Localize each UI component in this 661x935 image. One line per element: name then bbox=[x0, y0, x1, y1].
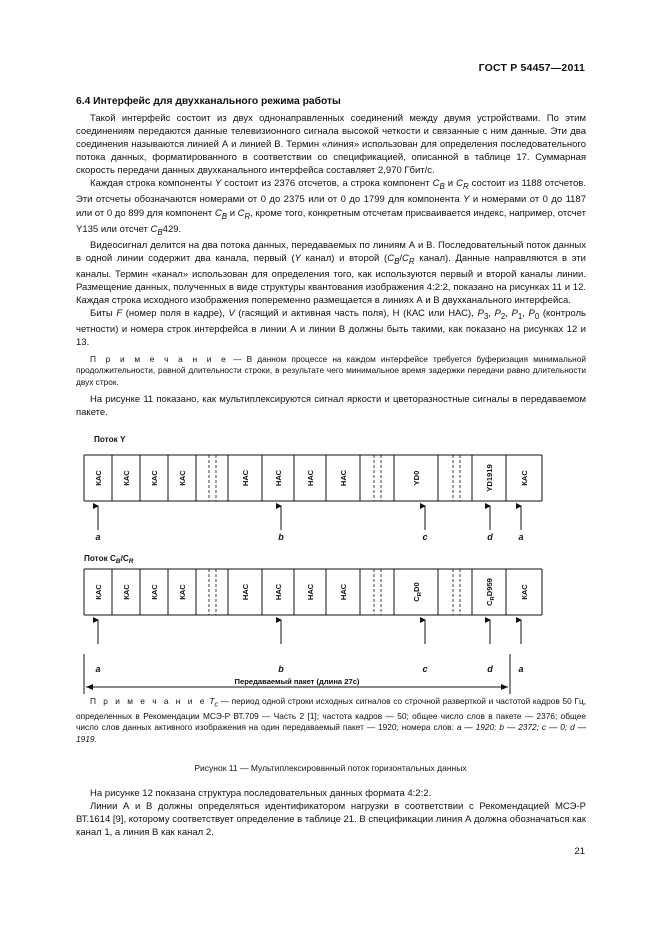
stream-c-label: Поток $C_B/C_R$ bbox=[84, 554, 134, 565]
note-label: П р и м е ч а н и е bbox=[90, 354, 229, 365]
cell-label: КАС bbox=[150, 470, 159, 486]
multiplex-diagram bbox=[0, 432, 661, 694]
cell-label: КАС bbox=[178, 470, 187, 486]
cell-label: КАС bbox=[94, 584, 103, 600]
mark-label: a bbox=[95, 664, 101, 674]
tail-paragraph-2: Линии А и В должны определяться идентификатором нагрузки в соответствии с Рекомендацией МСЭ-Р ВТ.1614 [9], которому соответствует определение в таблице 21. В спецификации линия А должна обозначаться как канал 1, а линия В как канал 2. bbox=[76, 801, 586, 839]
sub-r: R bbox=[244, 211, 251, 221]
paragraph-4: Биты F (номер поля в кадре), V (гасящий и активная часть поля), Н (КАС или НАС), $P_3$, $P_2$, $P_1$, $P_0$ (контроль четности) и номера строк интерфейса в линии А и линии В должны быть такими, как показано на рисунках 12 и 13. bbox=[76, 307, 586, 348]
mark-label: a bbox=[518, 532, 524, 542]
figure-11 bbox=[0, 432, 661, 694]
packet-label: Передаваемый пакет (длина 27с) bbox=[234, 677, 360, 686]
figure-note-values: a — 1920; b — 2372; c — 0; d — 1919. bbox=[76, 722, 586, 744]
paragraph-5: На рисунке 11 показано, как мультиплексируются сигнал яркости и цветоразностные сигналы в передаваемом пакете. bbox=[76, 393, 586, 419]
figure-note: П р и м е ч а н и е $T_c$ — период одной строки исходных сигналов со строчной разверткой и частотой кадров 50 Гц, определенных в Рекомендации МСЭ-Р ВТ.709 — Часть 2 [1]; частота кадров — 50; общее число слов в пакете — 2376; общее число слов данных активного изображения на один передаваемый пакет — 1920; номера слов: a — 1920; b — 2372; c — 0; d — 1919. bbox=[76, 696, 587, 744]
document-id: ГОСТ Р 54457—2011 bbox=[478, 62, 585, 74]
cell-label: НАС bbox=[339, 583, 348, 601]
mark-label: a bbox=[518, 664, 524, 674]
paragraph-3: Видеосигнал делится на два потока данных, передаваемых по линиям А и В. Последовательный поток данных в одной линии содержит два канала, первый (Y канал) и второй ($C_B/C_R$ канал). Данные направляются в эти каналы. Термин «канал» использован для определения того, как используются первый и второй каналы линии. Размещение данных, полученных в виде структуры квантования изображения 4:2:2, показано на рисунках 11 и 12. Каждая строка исходного изображения попеременно размещается в линиях А и В двухканального интерфейса. bbox=[76, 239, 586, 306]
sub-b: B bbox=[221, 211, 228, 221]
mark-label: b bbox=[278, 532, 284, 542]
note-1: П р и м е ч а н и е — В данном процессе на каждом интерфейсе требуется буферизация минимальной продолжительности, равной длительности строки, в результате чего минимальное время задержки передачи равно длительности двух строк. bbox=[76, 354, 586, 387]
cell-label: YD0 bbox=[412, 470, 421, 486]
page-number: 21 bbox=[574, 846, 585, 857]
stream-c-row bbox=[84, 569, 542, 674]
cell-label: НАС bbox=[241, 583, 250, 601]
mark-label: c bbox=[422, 664, 428, 674]
cell-label: НАС bbox=[274, 583, 283, 601]
mark-label: c bbox=[422, 532, 428, 542]
stream-y-label: Поток Y bbox=[94, 435, 126, 444]
sym-c: C bbox=[237, 207, 245, 219]
tail-text bbox=[76, 787, 586, 839]
main-text bbox=[76, 112, 586, 419]
text: и bbox=[227, 207, 238, 219]
text: , кроме того, конкретным отсчетам присваивается индекс, например, отсчет Y135 или отсчет bbox=[76, 207, 586, 235]
sub-b: B bbox=[439, 182, 445, 192]
section-title: 6.4 Интерфейс для двухканального режима работы bbox=[76, 96, 341, 107]
cell-label: НАС bbox=[241, 469, 250, 487]
sym-c: C bbox=[456, 178, 463, 190]
cell-label: $C_RD0$ bbox=[412, 582, 423, 602]
packet-arrow-right bbox=[501, 684, 508, 690]
mark-label: a bbox=[95, 532, 101, 542]
sym-c: C bbox=[150, 223, 158, 235]
sub-b: B bbox=[157, 227, 163, 237]
cell-label: КАС bbox=[122, 584, 131, 600]
sub-r: R bbox=[462, 182, 469, 192]
cell-label: НАС bbox=[274, 469, 283, 487]
text: состоит из 1188 отсчетов. Эти отсчеты обозначаются номерами от 0 до 2375 или от 0 до 1799 для компонента bbox=[76, 178, 586, 206]
cell-label: $C_RD959$ bbox=[485, 578, 496, 606]
sym-y: Y bbox=[463, 194, 470, 206]
sym-c: C bbox=[432, 178, 440, 190]
cell-label: КАС bbox=[178, 584, 187, 600]
cell-label: КАС bbox=[150, 584, 159, 600]
cell-label: НАС bbox=[306, 583, 315, 601]
paragraph-1: Такой интерфейс состоит из двух однонаправленных соединений между двумя устройствами. По этим соединениям передаются данные телевизионного сигнала высокой четкости и связанные с ним данные. Эти два соединения называются линией А и линией В. Термин «линия» использован для определения последовательного потока данных, форматированного в соответствии со спецификацией, описанной в таблице 17. Суммарная скорость передачи данных двухканального интерфейса составляет 2,970 Гбит/с. bbox=[76, 113, 586, 177]
cell-label: КАС bbox=[520, 470, 529, 486]
text: 429. bbox=[162, 223, 182, 235]
mark-label: d bbox=[487, 664, 493, 674]
sym-y: Y bbox=[214, 178, 222, 190]
stream-y-row bbox=[84, 455, 542, 542]
text: и bbox=[444, 178, 457, 190]
cell-label: НАС bbox=[339, 469, 348, 487]
figure-caption: Рисунок 11 — Мультиплексированный поток горизонтальных данных bbox=[194, 763, 467, 773]
text: состоит из 2376 отсчетов, а строка компонент bbox=[221, 178, 433, 190]
text: и номерами от 0 до 1187 или от 0 до 899 для компонент bbox=[76, 194, 586, 219]
mark-label: d bbox=[487, 532, 493, 542]
cell-label: НАС bbox=[306, 469, 315, 487]
cell-label: КАС bbox=[520, 584, 529, 600]
text: Каждая строка компоненты bbox=[90, 178, 215, 190]
cell-label: КАС bbox=[122, 470, 131, 486]
packet-arrow-left bbox=[86, 684, 93, 690]
cell-label: КАС bbox=[94, 470, 103, 486]
mark-label: b bbox=[278, 664, 284, 674]
cell-label: YD1919 bbox=[485, 464, 494, 492]
paragraph-2 bbox=[76, 177, 586, 238]
sym-c: C bbox=[214, 207, 222, 219]
tail-paragraph-1: На рисунке 12 показана структура последовательных данных формата 4:2:2. bbox=[90, 788, 432, 799]
figure-note-label: П р и м е ч а н и е bbox=[90, 696, 207, 706]
